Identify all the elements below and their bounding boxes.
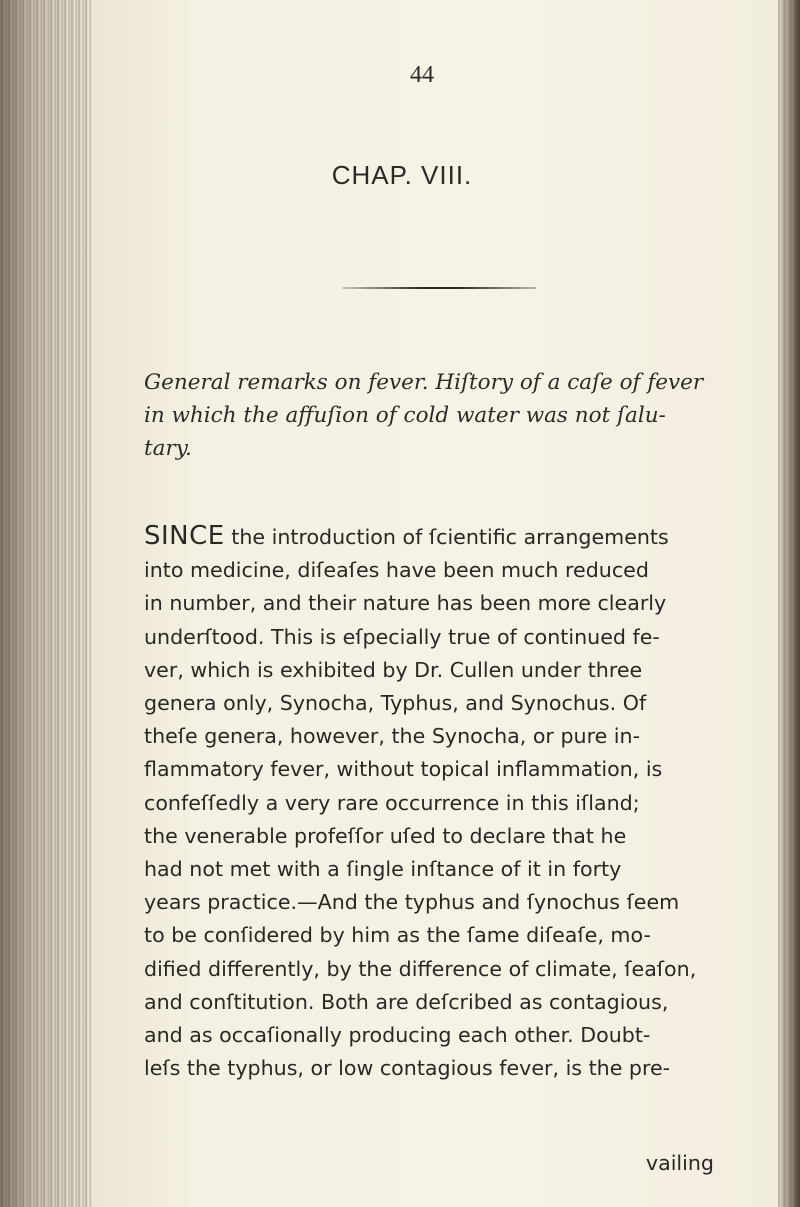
text-line: leſs the typhus, or low contagious fever, is the pre- bbox=[144, 1056, 671, 1081]
text-line: years practice.—And the typhus and ſynochus ſeem bbox=[144, 890, 680, 915]
text-line: into medicine, diſeaſes have been much reduced bbox=[144, 558, 649, 583]
summary-line: in which the affuſion of cold water was not ſalu- bbox=[144, 403, 666, 428]
text-line: confeſſedly a very rare occurrence in this iſland; bbox=[144, 790, 640, 815]
book-page bbox=[92, 0, 780, 1207]
text-line: genera only, Synocha, Typhus, and Synochus. Of bbox=[144, 691, 647, 716]
text-line: dified differently, by the difference of climate, ſeaſon, bbox=[144, 956, 697, 981]
text-line-first bbox=[144, 520, 744, 554]
text-line: in number, and their nature has been more clearly bbox=[144, 591, 667, 616]
text-line: flammatory fever, without topical inflammation, is bbox=[144, 757, 663, 782]
summary-line: tary. bbox=[144, 436, 192, 461]
text-line: to be conſidered by him as the ſame diſeaſe, mo- bbox=[144, 923, 651, 948]
summary-line: General remarks on fever. Hiſtory of a caſe of fever bbox=[144, 370, 704, 395]
text-line: and conſtitution. Both are deſcribed as contagious, bbox=[144, 989, 669, 1014]
catchword: vailing bbox=[645, 1151, 714, 1175]
book-binding-left bbox=[0, 0, 95, 1207]
text-line: had not met with a ſingle inſtance of it in forty bbox=[144, 857, 622, 882]
body-paragraph bbox=[144, 520, 744, 1085]
text-line: the venerable profeſſor uſed to declare that he bbox=[144, 823, 627, 848]
chapter-summary bbox=[144, 366, 714, 465]
chapter-heading: CHAP. VIII. bbox=[331, 160, 473, 190]
text-line: underſtood. This is eſpecially true of continued fe- bbox=[144, 624, 660, 649]
book-binding-right bbox=[778, 0, 800, 1207]
first-line-rest: the introduction of ſcientific arrangements bbox=[224, 525, 669, 549]
text-line: theſe genera, however, the Synocha, or pure in- bbox=[144, 724, 640, 749]
text-line: ver, which is exhibited by Dr. Cullen under three bbox=[144, 657, 643, 682]
text-line: and as occaſionally producing each other. Doubt- bbox=[144, 1023, 651, 1048]
ornamental-rule bbox=[342, 287, 536, 289]
lead-word: SINCE bbox=[144, 521, 225, 551]
page-number: 44 bbox=[410, 62, 434, 88]
